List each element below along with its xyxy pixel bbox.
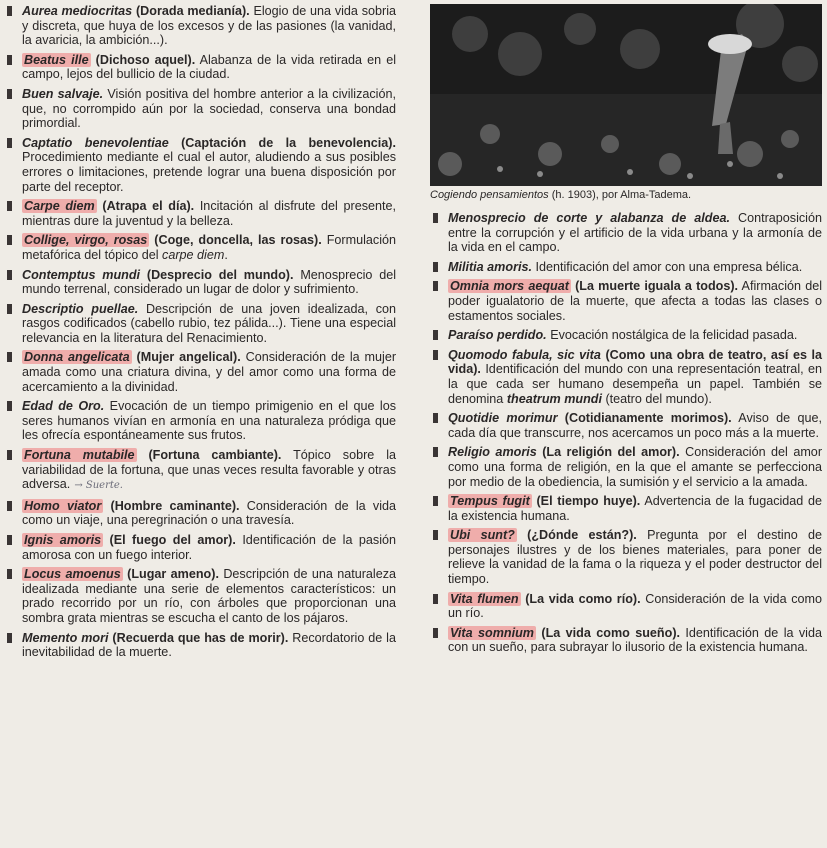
bullet-icon	[433, 594, 438, 604]
painting-image	[430, 4, 822, 186]
bullet-icon	[7, 450, 12, 460]
entry-definition: Descripción de una naturaleza idealizada mediante una serie de elementos característicos: un prado recorrido por un río, con árboles que proporcionan una sombra grata mientras se escucha el canto de los pájaros.	[22, 567, 397, 625]
entry-translation: (El fuego del amor).	[109, 533, 236, 547]
bullet-icon	[7, 201, 12, 211]
entry-term: Omnia mors aequat	[450, 279, 569, 294]
bullet-icon	[433, 628, 438, 638]
entry-definition: Incitación al disfrute del presente, mientras dure la juventud y la belleza.	[22, 199, 397, 228]
entry-term: Quomodo fabula, sic vita	[448, 347, 601, 362]
entry-definition: Identificación de la vida con un sueño, para subrayar lo ilusorio de la existencia humana.	[448, 625, 822, 655]
bullet-icon	[433, 496, 438, 506]
entry-definition: Pregunta por el destino de personajes ilustres y de los bienes materiales, para poner de relieve la vanidad de la fama o la riqueza y el poder destructor del tiempo.	[448, 528, 822, 587]
entry-translation: (La muerte iguala a todos).	[575, 279, 739, 294]
entry-definition: Consideración de la vida como un viaje, una peregrinación o una travesía.	[22, 498, 396, 528]
entry-translation: (Dichoso aquel).	[95, 52, 196, 67]
entry-term: Tempus fugit	[450, 494, 530, 509]
bullet-icon	[7, 501, 12, 511]
entry-definition: Evocación nostálgica de la felicidad pasada.	[550, 328, 798, 343]
caption-rest: (h. 1903), por Alma-Tadema.	[551, 189, 692, 201]
bullet-icon	[7, 569, 12, 579]
entry-term: Edad de Oro.	[22, 399, 105, 414]
glossary-entry-militia-amoris	[430, 260, 822, 275]
entry-translation: (Fortuna cambiante).	[148, 448, 282, 463]
bullet-icon	[7, 304, 12, 314]
glossary-entry-ignis-amoris	[4, 533, 396, 562]
entry-definition-tail: (teatro del mundo).	[605, 391, 712, 406]
glossary-entry-vita-somnium	[430, 626, 822, 655]
entry-translation: (Mujer angelical).	[136, 350, 241, 365]
glossary-entry-contemptus-mundi	[4, 268, 396, 297]
entry-translation: (El tiempo huye).	[536, 494, 641, 509]
entry-term: Paraíso perdido.	[448, 328, 547, 343]
glossary-entry-ubi-sunt	[430, 528, 822, 586]
entry-definition: Identificación del mundo con una representación teatral, en la que cada ser humano desempeña un papel. También se denomina	[448, 362, 823, 406]
entry-term: Contemptus mundi	[22, 267, 141, 282]
bullet-icon	[7, 6, 12, 16]
entry-term: Fortuna mutabile	[24, 448, 135, 463]
glossary-entry-aurea-mediocritas	[4, 4, 396, 48]
entry-translation: (Desprecio del mundo).	[146, 267, 294, 282]
entry-term: Memento mori	[22, 630, 109, 645]
glossary-entry-descriptio-puellae	[4, 302, 396, 346]
bullet-icon	[7, 55, 12, 65]
glossary-entry-beatus-ille	[4, 53, 396, 82]
bullet-icon	[7, 270, 12, 280]
bullet-icon	[433, 330, 438, 340]
glossary-entry-homo-viator	[4, 499, 396, 528]
bullet-icon	[433, 213, 438, 223]
caption-title: Cogiendo pensamientos	[430, 189, 549, 201]
figure-caption	[430, 189, 822, 201]
entry-term: Locus amoenus	[24, 567, 121, 582]
glossary-entry-quomodo-fabula-sic-vita	[430, 348, 822, 406]
entry-term: Carpe diem	[24, 199, 95, 214]
bullet-icon	[7, 89, 12, 99]
glossary-entry-locus-amoenus	[4, 567, 396, 625]
entry-term: Quotidie morimur	[448, 411, 558, 426]
entry-definition: Evocación de un tiempo primigenio en el que los seres humanos vivían en armonía en una naturaleza pródiga que les ofrecía espontáneamente sus frutos.	[22, 399, 397, 443]
bullet-icon	[7, 235, 12, 245]
entry-translation: (Dorada medianía).	[135, 4, 250, 18]
entry-translation: (Cotidianamente morimos).	[564, 411, 732, 426]
entry-definition: Identificación de la pasión amorosa con un fuego interior.	[22, 533, 397, 562]
entry-translation: (Atrapa el día).	[102, 199, 195, 214]
entry-term: Ubi sunt?	[450, 528, 515, 543]
bullet-icon	[7, 138, 12, 148]
glossary-entry-paraiso-perdido	[430, 328, 822, 343]
glossary-entry-edad-de-oro	[4, 399, 396, 443]
right-column	[430, 4, 822, 660]
glossary-entry-donna-angelicata	[4, 350, 396, 394]
bullet-icon	[433, 281, 438, 291]
entry-term: Aurea mediocritas	[22, 4, 133, 18]
glossary-entry-menosprecio-de-corte-y-alabanza-de-aldea	[430, 211, 822, 255]
glossary-entry-buen-salvaje	[4, 87, 396, 131]
painting-figure	[430, 4, 822, 186]
entry-translation: (¿Dónde están?).	[527, 528, 637, 543]
entry-definition-tail: .	[224, 247, 228, 262]
entry-inline-term: theatrum mundi	[506, 391, 602, 406]
entry-translation: (La vida como sueño).	[541, 625, 681, 640]
glossary-entry-religio-amoris	[430, 445, 822, 489]
entry-definition: Alabanza de la vida retirada en el campo, lejos del bullicio de la ciudad.	[22, 52, 396, 82]
entry-definition: Consideración del amor como una forma de religión, en la que el amante se perfecciona por medio de la obediencia, la sumisión y el servicio a la amada.	[448, 445, 823, 489]
bullet-icon	[7, 401, 12, 411]
glossary-entry-captatio-benevolentiae	[4, 136, 396, 194]
entry-definition: Consideración de la vida como un río.	[448, 591, 823, 621]
entry-term: Captatio benevolentiae	[22, 135, 169, 150]
bullet-icon	[433, 350, 438, 360]
entry-term: Ignis amoris	[24, 533, 102, 547]
bullet-icon	[433, 447, 438, 457]
entry-term: Vita somnium	[450, 625, 534, 640]
entry-definition: Aviso de que, cada día que transcurre, nos acercamos un poco más a la muerte.	[448, 411, 822, 440]
entry-translation: (La religión del amor).	[542, 445, 680, 460]
entry-term: Homo viator	[24, 498, 102, 513]
entry-definition: Formulación metafórica del tópico del	[22, 233, 397, 262]
entry-term: Collige, virgo, rosas	[24, 233, 148, 248]
entry-term: Descriptio puellae.	[22, 301, 139, 316]
glossary-entry-quotidie-morimur	[430, 411, 822, 440]
entry-definition: Identificación del amor con una empresa bélica.	[535, 259, 803, 274]
entry-translation: (La vida como río).	[525, 591, 641, 606]
entry-term: Buen salvaje.	[22, 86, 104, 101]
entry-translation: (Hombre caminante).	[110, 498, 240, 513]
glossary-entry-fortuna-mutabile	[4, 448, 396, 494]
entry-term: Vita flumen	[450, 591, 519, 606]
entry-inline-italic: carpe diem	[162, 247, 225, 262]
entry-translation: (Coge, doncella, las rosas).	[154, 233, 322, 248]
entry-translation: (Captación de la benevolencia).	[181, 135, 396, 150]
entry-definition: Procedimiento mediante el cual el autor, aludiendo a sus posibles errores o limitaciones, pretende lograr una buena disposición por parte del receptor.	[22, 150, 396, 194]
bullet-icon	[7, 535, 12, 545]
entry-definition: Consideración de la mujer amada como una criatura divina, y del amor como una forma de acercamiento a la divinidad.	[22, 350, 397, 394]
entry-term: Militia amoris.	[448, 259, 532, 274]
entry-term: Menosprecio de corte y alabanza de aldea.	[448, 211, 730, 225]
entry-definition: Visión positiva del hombre anterior a la civilización, que, no corrompido aún por la sociedad, conserva una bondad primordial.	[22, 86, 396, 131]
bullet-icon	[433, 413, 438, 423]
glossary-entry-tempus-fugit	[430, 494, 822, 523]
bullet-icon	[7, 352, 12, 362]
glossary-entry-carpe-diem	[4, 199, 396, 228]
entry-definition: Elogio de una vida sobria y discreta, que huya de los excesos y de las pasiones (la vanidad, la avaricia, la ambición...).	[22, 4, 397, 48]
right-entries	[430, 211, 822, 655]
entry-translation: (Lugar ameno).	[127, 567, 219, 582]
bullet-icon	[433, 530, 438, 540]
entry-definition: Menosprecio del mundo terrenal, considerado un lugar de dolor y sufrimiento.	[22, 267, 397, 297]
entry-definition: Recordatorio de la inevitabilidad de la muerte.	[22, 630, 396, 660]
entry-definition: Afirmación del poder igualatorio de la muerte, que afecta a todas las clases o estamentos sociales.	[448, 279, 823, 323]
handwritten-note: → Suerte.	[74, 480, 123, 492]
entry-definition: Descripción de una joven idealizada, con rasgos codificados (cabello rubio, tez pálida...). Tiene una especial relevancia en la literatura del Renacimiento.	[22, 301, 397, 345]
entry-definition: Advertencia de la fugacidad de la existencia humana.	[448, 494, 822, 523]
glossary-entry-omnia-mors-aequat	[430, 279, 822, 323]
entry-definition: Contraposición entre la corrupción y el artificio de la vida urbana y la armonía de la vida en el campo.	[448, 211, 822, 255]
entry-term: Donna angelicata	[24, 350, 130, 365]
bullet-icon	[7, 633, 12, 643]
entry-term: Religio amoris	[448, 445, 537, 460]
glossary-entry-collige-virgo-rosas	[4, 233, 396, 262]
glossary-entry-vita-flumen	[430, 592, 822, 621]
left-column	[4, 4, 396, 665]
entry-definition: Tópico sobre la variabilidad de la fortuna, que unas veces resulta favorable y otras adversa.	[22, 448, 396, 492]
bullet-icon	[433, 262, 438, 272]
entry-translation: (Como una obra de teatro, así es la vida).	[448, 347, 823, 377]
entry-term: Beatus ille	[24, 52, 89, 67]
glossary-entry-memento-mori	[4, 631, 396, 660]
entry-translation: (Recuerda que has de morir).	[112, 630, 289, 645]
